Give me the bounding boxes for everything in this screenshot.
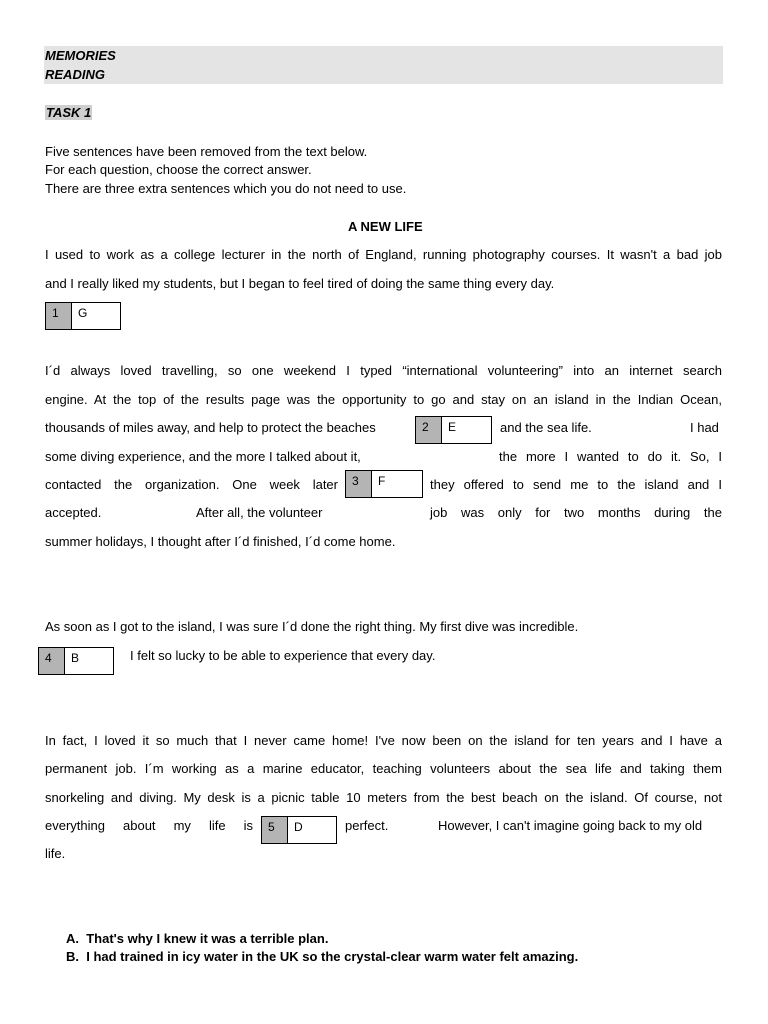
answer-number: 3 bbox=[346, 471, 372, 497]
answer-number: 2 bbox=[416, 417, 442, 443]
option-letter: B. bbox=[66, 949, 79, 964]
task-label: TASK 1 bbox=[46, 105, 92, 120]
answer-value: E bbox=[448, 420, 457, 434]
header-band bbox=[44, 46, 723, 84]
p2-line6b: After all, the volunteer bbox=[196, 505, 323, 520]
answer-value: D bbox=[294, 820, 303, 834]
p2-line6a: accepted. bbox=[45, 505, 102, 520]
p4-line4b: perfect. bbox=[345, 818, 389, 833]
answer-box-2[interactable] bbox=[415, 416, 492, 444]
answer-box-4[interactable] bbox=[38, 647, 114, 675]
p2-line4b: the more I wanted to do it. So, I bbox=[499, 449, 722, 464]
answer-box-5[interactable] bbox=[261, 816, 337, 844]
answer-value: G bbox=[78, 306, 88, 320]
p2-line5b: they offered to send me to the island and I bbox=[430, 477, 722, 492]
answer-number: 5 bbox=[262, 817, 288, 843]
answer-number: 4 bbox=[39, 648, 65, 674]
p2-line6c: job was only for two months during the bbox=[430, 505, 722, 520]
p2-line3b: and the sea life. bbox=[500, 420, 592, 435]
option-text: I had trained in icy water in the UK so the crystal-clear warm water felt amazing. bbox=[86, 949, 579, 964]
p4-line3: snorkeling and diving. My desk is a picnic table 10 meters from the best beach on the island. Of course, not bbox=[45, 790, 722, 805]
p4-line4a: everything about my life is bbox=[45, 818, 253, 833]
option-text: That's why I knew it was a terrible plan. bbox=[86, 931, 329, 946]
p1-line1: I used to work as a college lecturer in the north of England, running photography courses. It wasn't a bad job bbox=[45, 247, 722, 262]
answer-value: F bbox=[378, 474, 386, 488]
p2-line5a: contacted the organization. One week later bbox=[45, 477, 338, 492]
header-reading: READING bbox=[45, 67, 105, 82]
header-memories: MEMORIES bbox=[45, 48, 116, 63]
p4-line4c: However, I can't imagine going back to my old bbox=[438, 818, 703, 833]
answer-box-1[interactable] bbox=[45, 302, 121, 330]
answer-box-3[interactable] bbox=[345, 470, 423, 498]
p1-line2: and I really liked my students, but I began to feel tired of doing the same thing every day. bbox=[45, 276, 555, 291]
p2-line1: I´d always loved travelling, so one weekend I typed “international volunteering” into an internet search bbox=[45, 363, 722, 378]
p3-line2: I felt so lucky to be able to experience that every day. bbox=[130, 648, 436, 663]
article-title: A NEW LIFE bbox=[348, 219, 423, 234]
instruction-3: There are three extra sentences which you do not need to use. bbox=[45, 181, 407, 196]
p2-line7: summer holidays, I thought after I´d finished, I´d come home. bbox=[45, 534, 396, 549]
option-letter: A. bbox=[66, 931, 79, 946]
p4-line1: In fact, I loved it so much that I never came home! I've now been on the island for ten years and I have a bbox=[45, 733, 722, 748]
instruction-1: Five sentences have been removed from the text below. bbox=[45, 144, 368, 159]
p2-line3a: thousands of miles away, and help to protect the beaches bbox=[45, 420, 376, 435]
p3-line1: As soon as I got to the island, I was sure I´d done the right thing. My first dive was incredible. bbox=[45, 619, 579, 634]
option-a bbox=[66, 931, 328, 946]
p2-line4a: some diving experience, and the more I talked about it, bbox=[45, 449, 361, 464]
p2-line2: engine. At the top of the results page was the opportunity to go and stay on an island in the Indian Ocean, bbox=[45, 392, 722, 407]
option-b bbox=[66, 949, 578, 964]
answer-number: 1 bbox=[46, 303, 72, 329]
instruction-2: For each question, choose the correct answer. bbox=[45, 162, 312, 177]
p4-line2: permanent job. I´m working as a marine educator, teaching volunteers about the sea life and taking them bbox=[45, 761, 722, 776]
answer-value: B bbox=[71, 651, 80, 665]
p4-line5: life. bbox=[45, 846, 66, 861]
p2-line3c: I had bbox=[690, 420, 719, 435]
